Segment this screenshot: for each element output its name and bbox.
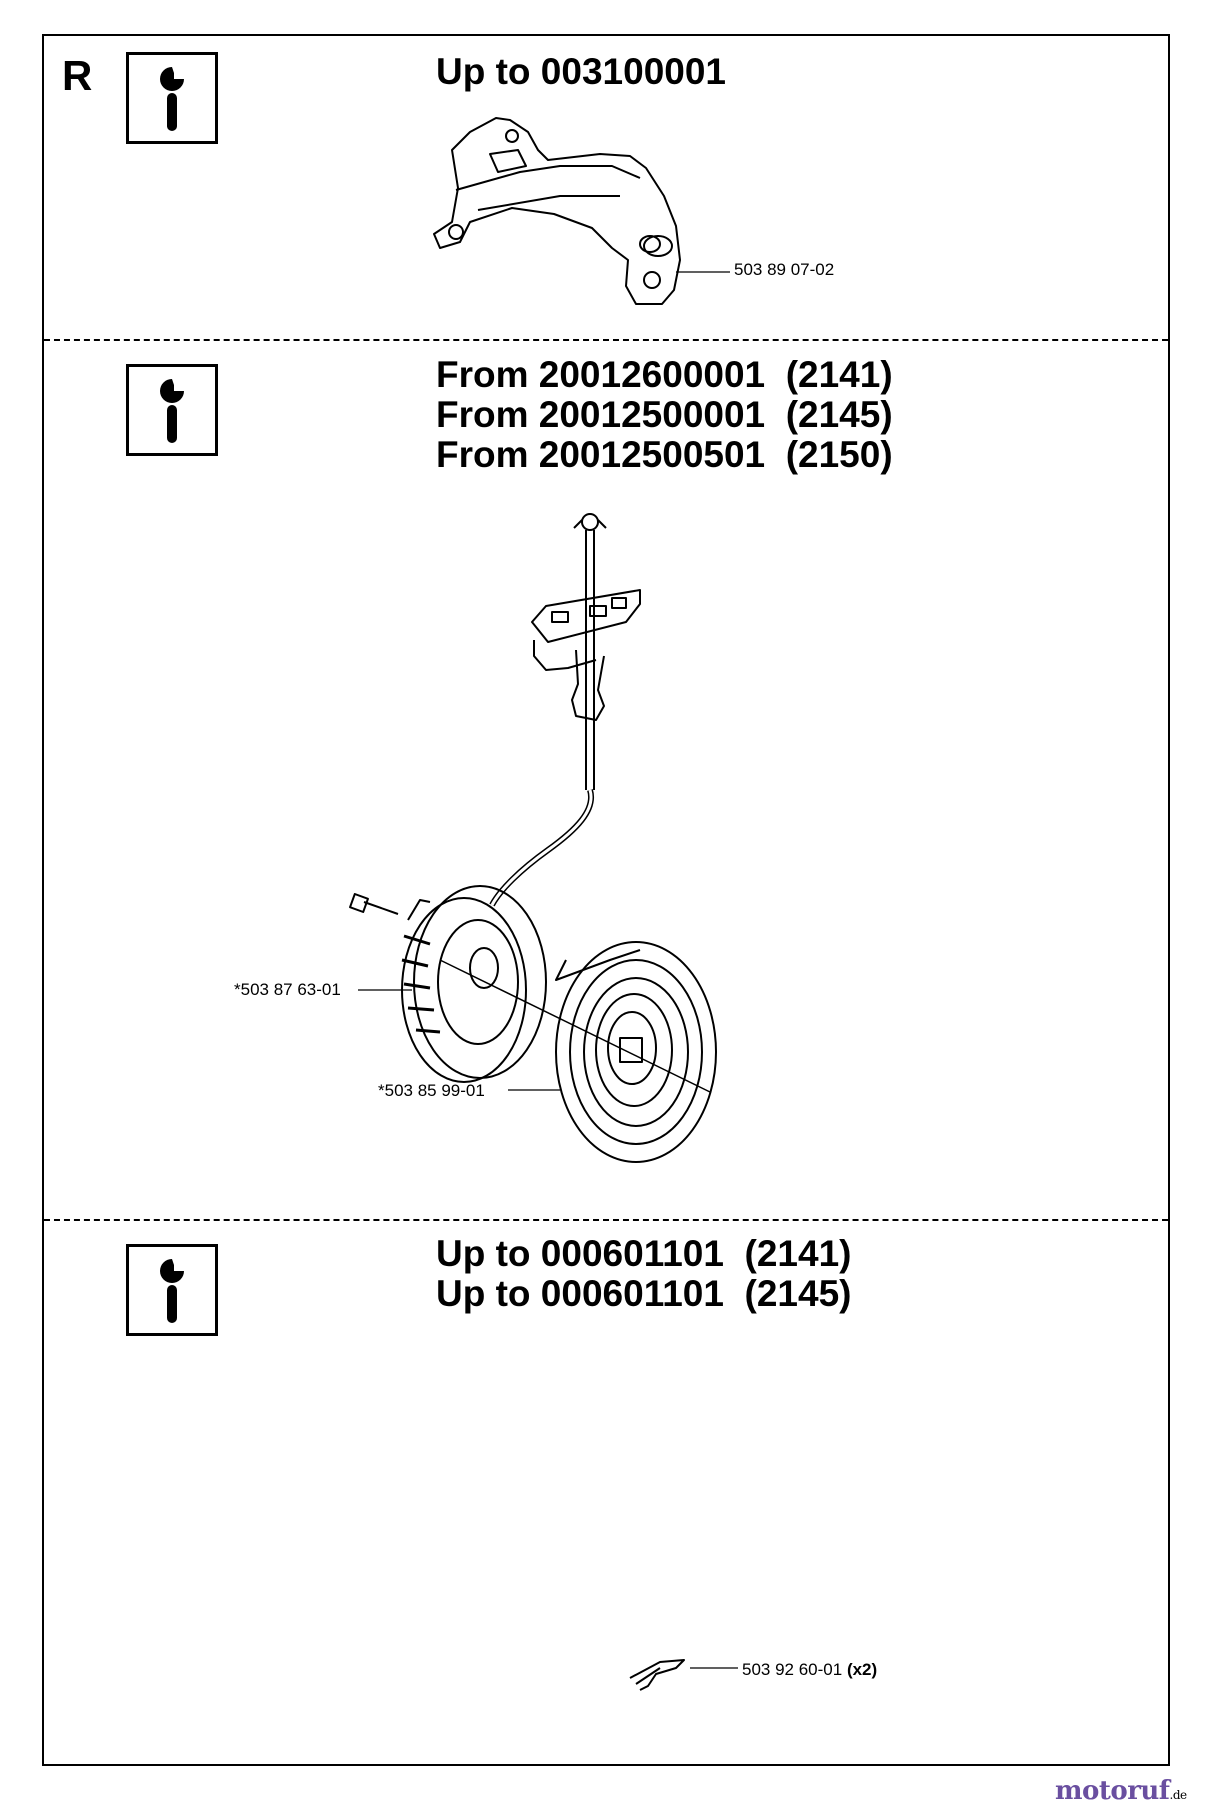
site-watermark — [1055, 1776, 1187, 1806]
section-2-heading-3: From 20012500501 (2150) — [436, 434, 893, 475]
watermark-brand: motoruf — [1055, 1776, 1170, 1806]
part-number-label: *503 87 63-01 — [234, 980, 341, 999]
starter-handle-drawing — [532, 514, 640, 790]
cover-part-drawing — [434, 118, 680, 304]
part-number-label: *503 85 99-01 — [378, 1081, 485, 1100]
pulley-drawing — [350, 886, 546, 1082]
part-quantity: (x2) — [846, 1660, 878, 1679]
section-1-heading-1: Up to 003100001 — [436, 51, 727, 92]
section-3-heading-2: Up to 000601101 (2145) — [436, 1273, 852, 1314]
part-number-label: 503 89 07-02 — [734, 260, 835, 279]
recoil-spring-drawing — [556, 942, 716, 1162]
section-3-heading-1: Up to 000601101 (2141) — [436, 1233, 852, 1274]
watermark-suffix: .de — [1169, 1788, 1187, 1802]
clip-part-drawing — [630, 1660, 684, 1690]
part-number-text: 503 92 60-01 — [742, 1660, 843, 1679]
section-letter: R — [62, 52, 93, 99]
section-2-heading-1: From 20012600001 (2141) — [436, 354, 893, 395]
section-2-heading-2: From 20012500001 (2145) — [436, 394, 893, 435]
